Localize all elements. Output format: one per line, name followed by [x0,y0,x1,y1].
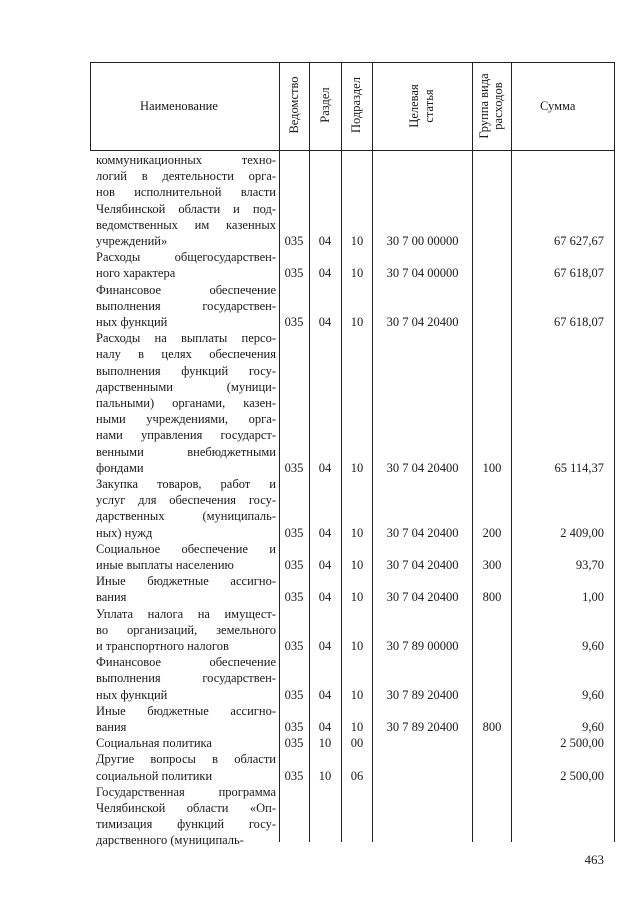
header-bottom-border [90,150,614,151]
name-line: выполнения государствен- [96,298,276,313]
name-line: Уплата налога на имущест- [96,606,276,621]
cell-podrazdel: 10 [350,558,364,572]
cell-podrazdel: 10 [350,687,364,702]
header-gruppa: Группа вида расходов [477,73,505,139]
cell-gruppa: 200 [482,525,502,540]
cell-podrazdel: 10 [350,234,364,248]
name-line: логий в деятельности орга- [96,169,276,184]
name-line: ведомственных им казенных [96,217,276,232]
cell-celevaya: 30 7 00 00000 [386,234,459,248]
cell-vedomstvo: 035 [284,590,304,605]
cell-summa: 67 618,07 [554,315,604,329]
cell-summa: 93,70 [575,558,604,572]
cell-vedomstvo: 035 [284,315,304,329]
name-line: фондами [96,460,144,475]
cell-celevaya: 30 7 04 20400 [386,315,459,329]
name-line: иные выплаты населению [96,558,234,572]
cell-podrazdel: 10 [350,525,364,540]
name-line: Расходы на выплаты персо- [96,331,276,346]
name-line: Другие вопросы в области [96,752,276,767]
page-number: 463 [584,852,604,867]
cell-summa: 2 500,00 [560,736,604,751]
cell-celevaya: 30 7 04 00000 [386,266,459,281]
cell-razdel: 10 [318,768,332,783]
cell-celevaya: 30 7 89 20400 [386,687,459,702]
name-line: Финансовое обеспечение [96,282,276,297]
cell-summa: 65 114,37 [554,460,604,475]
name-line: коммуникационных техно- [96,153,276,167]
cell-vedomstvo: 035 [284,639,304,653]
name-line: нами управления государст- [96,428,276,443]
name-line: учреждений» [96,234,168,248]
cell-summa: 2 500,00 [560,768,604,783]
cell-podrazdel: 10 [350,266,364,281]
cell-podrazdel: 10 [350,639,364,653]
cell-razdel: 04 [318,558,332,572]
cell-razdel: 04 [318,687,332,702]
cell-podrazdel: 00 [350,736,364,751]
name-line: Челябинской области и под- [96,201,276,216]
cell-summa: 2 409,00 [560,525,604,540]
cell-podrazdel: 06 [350,768,364,783]
cell-vedomstvo: 035 [284,720,304,734]
name-line: вания [96,720,127,734]
name-line: ных функций [96,315,168,329]
cell-summa: 67 627,67 [554,234,604,248]
header-celevaya: Целевая статья [407,84,436,128]
name-line: Финансовое обеспечение [96,655,276,670]
cell-vedomstvo: 035 [284,525,304,540]
column-divider [614,62,615,842]
name-line: Расходы общегосударствен- [96,250,276,265]
name-line: дарственных (муниципаль- [96,509,276,524]
cell-razdel: 04 [318,720,332,734]
header-name: Наименование [140,99,218,113]
name-line: ных) нужд [96,525,153,540]
cell-razdel: 04 [318,639,332,653]
name-line: Иные бюджетные ассигно- [96,703,276,718]
name-line: дарственными (муници- [96,379,276,394]
name-line: налу в целях обеспечения [96,347,276,362]
cell-vedomstvo: 035 [284,687,304,702]
cell-razdel: 04 [318,460,332,475]
cell-vedomstvo: 035 [284,736,304,751]
name-line: во организаций, земельного [96,622,276,637]
cell-summa: 67 618,07 [554,266,604,281]
name-line: услуг для обеспечения госу- [96,493,276,508]
cell-summa: 9,60 [582,720,604,734]
name-line: ного характера [96,266,176,281]
cell-summa: 9,60 [582,639,604,653]
column-divider [279,62,280,842]
cell-vedomstvo: 035 [284,234,304,248]
cell-celevaya: 30 7 04 20400 [386,558,459,572]
name-line: тимизация функций госу- [96,817,276,832]
name-line: нов исполнительной власти [96,185,276,200]
name-line: Социальное обеспечение и [96,541,276,556]
name-line: ных функций [96,687,168,702]
name-line: Иные бюджетные ассигно- [96,574,276,589]
cell-razdel: 04 [318,266,332,281]
cell-celevaya: 30 7 04 20400 [386,590,459,605]
name-line: Государственная программа [96,784,276,799]
cell-razdel: 04 [318,315,332,329]
cell-podrazdel: 10 [350,460,364,475]
cell-celevaya: 30 7 89 00000 [386,639,459,653]
name-line: венными внебюджетными [96,444,276,459]
cell-celevaya: 30 7 04 20400 [386,460,459,475]
name-line: выполнения государствен- [96,671,276,686]
cell-gruppa: 800 [482,590,502,605]
name-line: и транспортного налогов [96,639,229,653]
cell-razdel: 04 [318,234,332,248]
name-line: пальными) органами, казен- [96,396,276,410]
column-divider [90,62,91,150]
cell-gruppa: 300 [482,558,502,572]
cell-vedomstvo: 035 [284,266,304,281]
header-summa: Сумма [540,99,576,113]
cell-razdel: 04 [318,590,332,605]
cell-podrazdel: 10 [350,720,364,734]
cell-podrazdel: 10 [350,590,364,605]
cell-summa: 1,00 [582,590,604,605]
cell-vedomstvo: 035 [284,768,304,783]
cell-summa: 9,60 [582,687,604,702]
name-line: дарственного (муниципаль- [96,833,244,848]
cell-celevaya: 30 7 89 20400 [386,720,459,734]
header-vedomstvo: Ведомство [287,76,301,134]
name-line: ными учреждениями, орга- [96,412,276,427]
header-podrazdel: Подраздел [349,77,363,133]
cell-gruppa: 100 [482,460,502,475]
name-line: Челябинской области «Оп- [96,801,276,815]
cell-razdel: 10 [318,736,332,751]
cell-vedomstvo: 035 [284,558,304,572]
name-line: Закупка товаров, работ и [96,477,276,491]
name-line: выполнения функций госу- [96,363,276,378]
cell-vedomstvo: 035 [284,460,304,475]
cell-gruppa: 800 [482,720,502,734]
cell-celevaya: 30 7 04 20400 [386,525,459,540]
name-line: вания [96,590,127,605]
name-line: социальной политики [96,768,213,783]
name-line: Социальная политика [96,736,212,751]
cell-razdel: 04 [318,525,332,540]
cell-podrazdel: 10 [350,315,364,329]
header-razdel: Раздел [318,87,332,123]
